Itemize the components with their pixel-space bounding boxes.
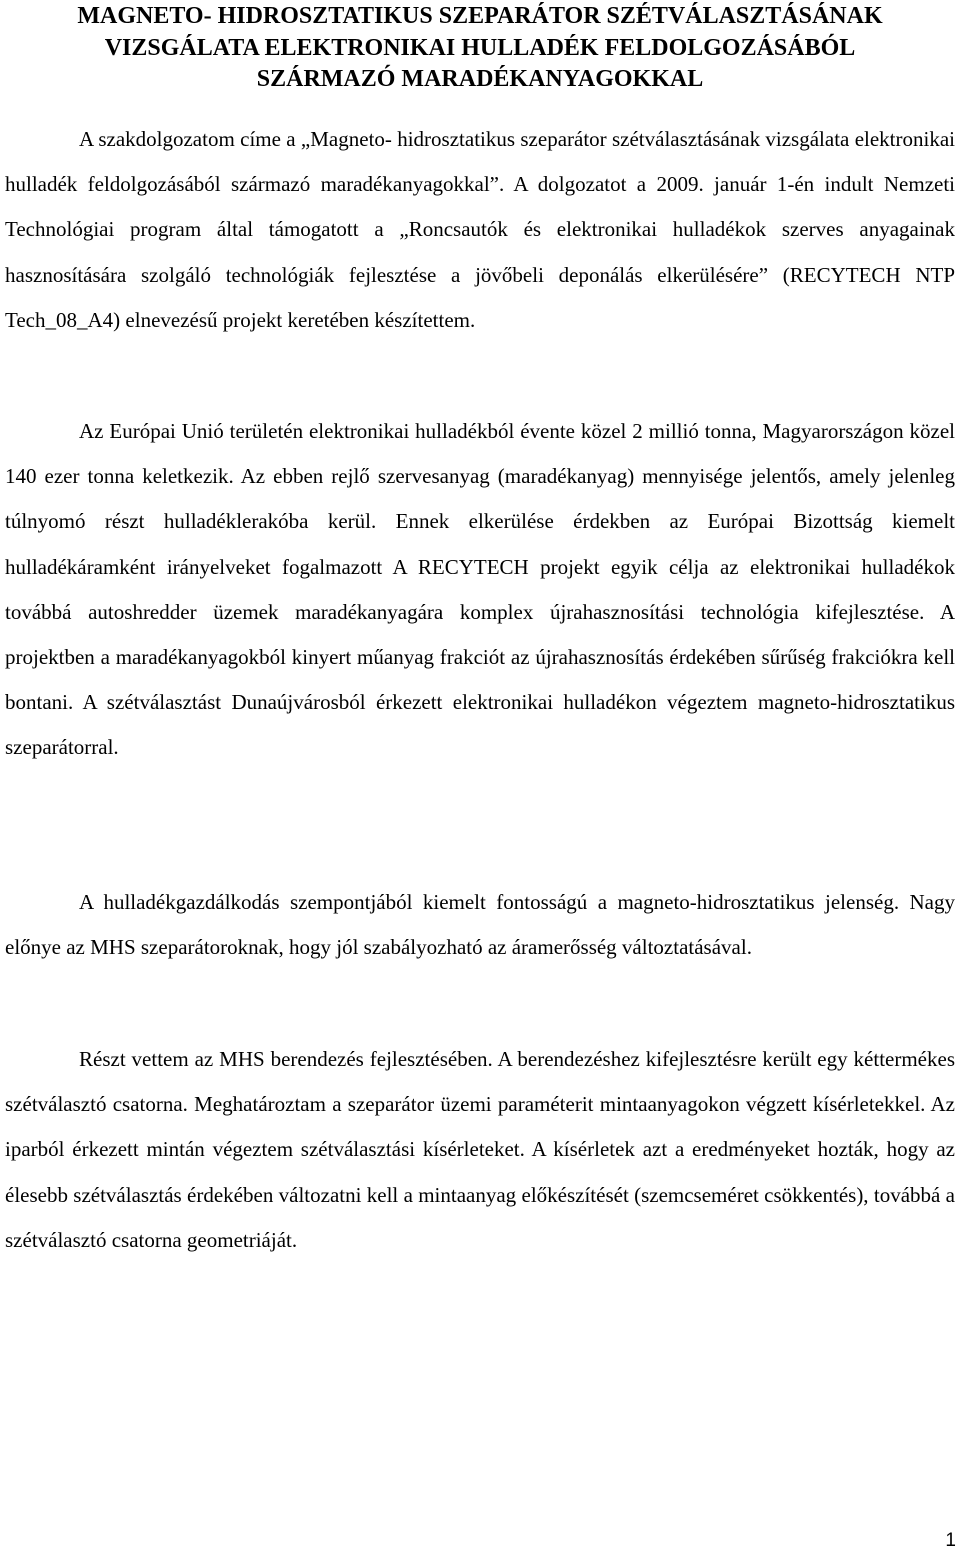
paragraph-eu-waste: Az Európai Unió területén elektronikai hulladékból évente közel 2 millió tonna, Magyarországon közel 140 ezer tonna keletkezik. Az ebben rejlő szervesanyag (maradékanyag) mennyisége jelentős, amely jelenleg túlnyomó részt hulladéklerakóba kerül. Ennek elkerülése érdekben az Európai Bizottság kiemelt hulladékáramként irányelveket fogalmazott A RECYTECH projekt egyik célja az elektronikai hulladékok továbbá autoshredder üzemek maradékanyagára komplex újrahasznosítási technológia kifejlesztése. A projektben a maradékanyagokból kinyert műanyag frakciót az újrahasznosítás érdekében sűrűség frakciókra kell bontani. A szétválasztást Dunaújvárosból érkezett elektronikai hulladékon végeztem magneto-hidrosztatikus szeparátorral.: [5, 419, 955, 760]
paragraph-thesis-title: A szakdolgozatom címe a „Magneto- hidrosztatikus szeparátor szétválasztásának vizsgálata elektronikai hulladék feldolgozásából származó maradékanyagokkal”. A dolgozatot a 2009. január 1-én indult Nemzeti Technológiai program által támogatott a „Roncsautók és elektronikai hulladékok szerves anyagainak hasznosítására szolgáló technológiák fejlesztése a jövőbeli deponálás elkerülésére” (RECYTECH NTP Tech_08_A4) elnevezésű projekt keretében készítettem.: [5, 127, 955, 332]
title-line-1: MAGNETO- HIDROSZTATIKUS SZEPARÁTOR SZÉTVÁLASZTÁSÁNAK: [77, 3, 883, 29]
page-number: 1: [945, 1530, 956, 1551]
title-line-2: VIZSGÁLATA ELEKTRONIKAI HULLADÉK FELDOLGOZÁSÁBÓL: [104, 34, 856, 61]
paragraph-mhs-phenomenon: A hulladékgazdálkodás szempontjából kiemelt fontosságú a magneto-hidrosztatikus jelenség. Nagy előnye az MHS szeparátoroknak, hogy jól szabályozható az áramerősség változtatásával.: [5, 890, 955, 960]
paragraph-mhs-development: Részt vettem az MHS berendezés fejlesztésében. A berendezéshez kifejlesztésre került egy kéttermékes szétválasztó csatorna. Meghatároztam a szeparátor üzemi paraméterit mintaanyagokon végzett kísérletekkel. Az iparból érkezett mintán végeztem szétválasztási kísérleteket. A kísérletek azt a eredményeket hozták, hogy az élesebb szétválasztás érdekében változatni kell a mintaanyag előkészítését (szemcseméret csökkentés), továbbá a szétválasztó csatorna geometriáját.: [5, 1047, 955, 1252]
document-title: [0, 0, 960, 96]
title-line-3: SZÁRMAZÓ MARADÉKANYAGOKKAL: [256, 66, 704, 92]
